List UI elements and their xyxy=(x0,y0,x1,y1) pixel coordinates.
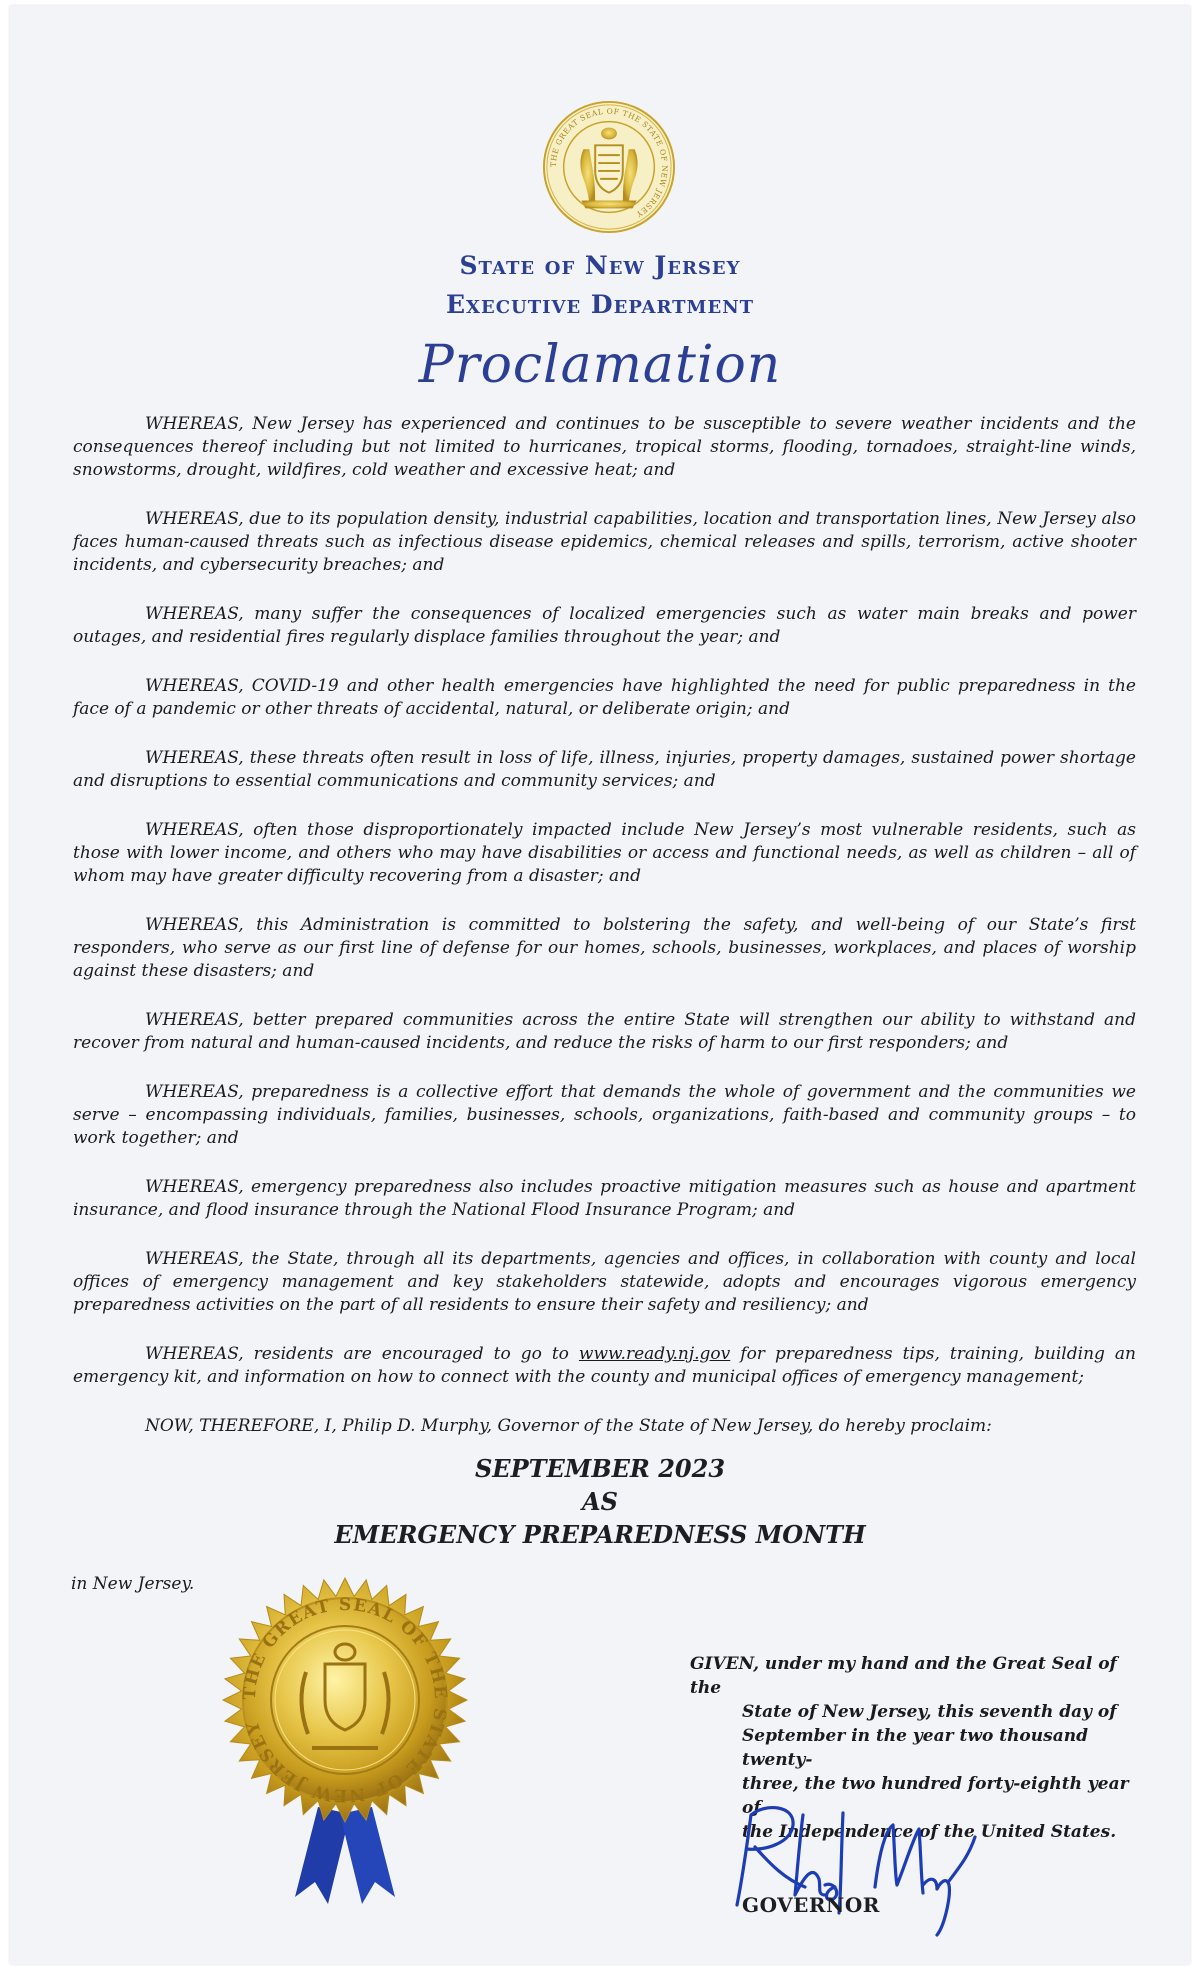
whereas-clause: WHEREAS, many suffer the consequences of localized emergencies such as water main breaks and power outages, and residential fires regularly displace families throughout the year; and xyxy=(73,604,1136,647)
proclaim-month: SEPTEMBER 2023 xyxy=(474,1454,726,1483)
now-therefore-clause: NOW, THEREFORE, I, Philip D. Murphy, Governor of the State of New Jersey, do hereby proclaim: xyxy=(145,1416,992,1436)
proclaim-as: AS xyxy=(582,1487,618,1516)
proclamation-body xyxy=(73,413,1136,1438)
proclamation-statement xyxy=(0,1452,1200,1551)
whereas-clause: WHEREAS, the State, through all its departments, agencies and offices, in collaboration with county and local offices of emergency management and key stakeholders statewide, adopts and encourages vigorous emergency preparedness activities on the part of all residents to ensure their safety and resiliency; and xyxy=(73,1249,1136,1315)
whereas-clause: WHEREAS, these threats often result in loss of life, illness, injuries, property damages, sustained power shortage and disruptions to essential communications and community services; and xyxy=(73,748,1136,791)
governor-signature xyxy=(725,1795,985,1945)
state-seal-emblem xyxy=(540,98,678,236)
governor-title: GOVERNOR xyxy=(742,1893,880,1917)
ready-nj-link[interactable]: www.ready.nj.gov xyxy=(578,1344,731,1364)
given-line: September in the year two thousand twenty- xyxy=(742,1726,1088,1770)
seal-ring-text: THE GREAT SEAL OF THE STATE OF NEW JERSEY xyxy=(548,106,670,220)
whereas-clause: WHEREAS, COVID-19 and other health emergencies have highlighted the need for public preparedness in the face of a pandemic or other threats of accidental, natural, or deliberate origin; and xyxy=(73,676,1136,719)
whereas-clause: WHEREAS, preparedness is a collective effort that demands the whole of government and the communities we serve – encompassing individuals, families, businesses, schools, organizations, faith-based and community groups – to work together; and xyxy=(73,1082,1136,1148)
given-line: the Independence of the United States. xyxy=(742,1822,1117,1842)
in-state-text: in New Jersey. xyxy=(71,1574,195,1594)
state-heading: State of New Jersey xyxy=(459,251,741,280)
whereas-clause: WHEREAS, New Jersey has experienced and continues to be susceptible to severe weather incidents and the consequences thereof including but not limited to hurricanes, tropical storms, flooding, tornadoes, straight-line winds, snowstorms, drought, wildfires, cold weather and excessive heat; and xyxy=(73,414,1136,480)
whereas-clause: WHEREAS, this Administration is committed to bolstering the safety, and well-being of our State’s first responders, who serve as our first line of defense for our homes, schools, businesses, workplaces, and places of worship against these disasters; and xyxy=(73,915,1136,981)
document-title: Proclamation xyxy=(418,335,782,395)
clause-text-after: for preparedness tips, training, building an emergency kit, and information on how to connect with the county and municipal offices of emergency management; xyxy=(73,1344,1136,1387)
whereas-clause: WHEREAS, better prepared communities across the entire State will strengthen our ability to withstand and recover from natural and human-caused incidents, and reduce the risks of harm to our first responders; and xyxy=(73,1010,1136,1053)
given-line: State of New Jersey, this seventh day of xyxy=(742,1702,1117,1722)
gold-seal-ring-text: THE GREAT SEAL OF THE STATE OF NEW JERSEY xyxy=(239,1594,451,1806)
given-line: three, the two hundred forty-eighth year of xyxy=(742,1774,1129,1818)
whereas-clause-ready-link xyxy=(73,1343,1136,1389)
great-seal-sticker xyxy=(200,1552,490,1932)
given-line: GIVEN, under my hand and the Great Seal of the xyxy=(690,1654,1117,1698)
department-heading: Executive Department xyxy=(445,290,755,319)
proclaim-observance: EMERGENCY PREPAREDNESS MONTH xyxy=(334,1520,866,1549)
clause-text-before: WHEREAS, residents are encouraged to go to xyxy=(145,1344,579,1364)
whereas-clause: WHEREAS, emergency preparedness also includes proactive mitigation measures such as house and apartment insurance, and flood insurance through the National Flood Insurance Program; and xyxy=(73,1177,1136,1220)
whereas-clause: WHEREAS, due to its population density, industrial capabilities, location and transportation lines, New Jersey also faces human-caused threats such as infectious disease epidemics, chemical releases and spills, terrorism, active shooter incidents, and cybersecurity breaches; and xyxy=(73,509,1136,575)
whereas-clause: WHEREAS, often those disproportionately impacted include New Jersey’s most vulnerable residents, such as those with lower income, and others who may have disabilities or access and functional needs, as well as children – all of whom may have greater difficulty recovering from a disaster; and xyxy=(73,820,1136,886)
